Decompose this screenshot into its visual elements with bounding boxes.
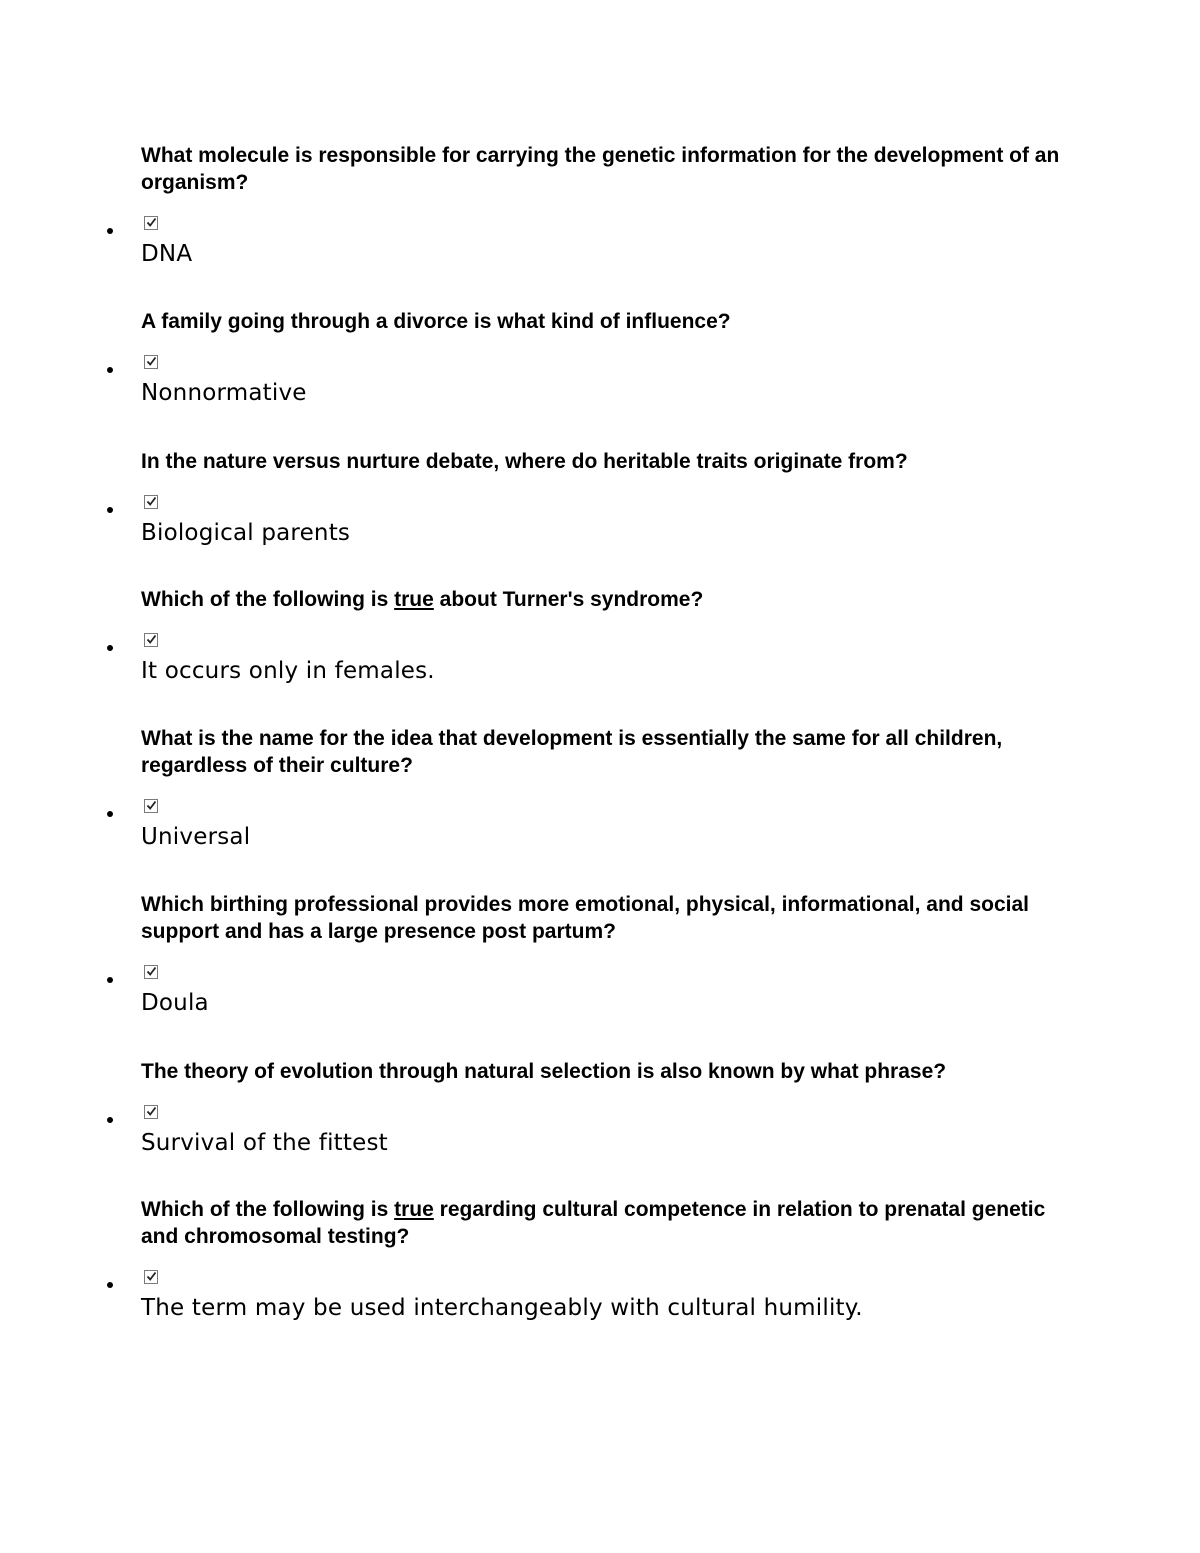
- emphasis-underline: true: [394, 1198, 434, 1221]
- question-text: Which of the following is true regarding cultural competence in relation to prenatal genetic and chromosomal testing?: [141, 1198, 1046, 1248]
- answer-list-item: [141, 633, 1061, 685]
- question-text: Which birthing professional provides more emotional, physical, informational, and social support and has a large presence post partum?: [141, 893, 1029, 943]
- checkbox-checked-icon[interactable]: [144, 216, 158, 230]
- checkbox-checked-icon[interactable]: [144, 799, 158, 813]
- bullet-icon: [107, 977, 113, 983]
- answer-text: Nonnormative: [141, 380, 307, 406]
- bullet-icon: [107, 1117, 113, 1123]
- question-text: In the nature versus nurture debate, where do heritable traits originate from?: [141, 450, 908, 473]
- answer-text: Biological parents: [141, 520, 351, 546]
- answer-text: Doula: [141, 990, 209, 1016]
- checkbox-checked-icon[interactable]: [144, 1270, 158, 1284]
- question-block: [141, 308, 1061, 407]
- answer-list-item: [141, 1105, 1061, 1157]
- question-text: What molecule is responsible for carrying the genetic information for the development of an organism?: [141, 144, 1060, 194]
- bullet-icon: [107, 1282, 113, 1288]
- answer-text: It occurs only in females.: [141, 658, 435, 684]
- checkbox-checked-icon[interactable]: [144, 1105, 158, 1119]
- answer-list-item: [141, 1270, 1061, 1322]
- question-text: The theory of evolution through natural selection is also known by what phrase?: [141, 1060, 947, 1083]
- bullet-icon: [107, 811, 113, 817]
- checkbox-checked-icon[interactable]: [144, 965, 158, 979]
- answer-list-item: [141, 495, 1061, 547]
- question-text: Which of the following is true about Turner's syndrome?: [141, 588, 704, 611]
- question-block: [141, 1196, 1061, 1322]
- question-text: A family going through a divorce is what kind of influence?: [141, 310, 731, 333]
- bullet-icon: [107, 228, 113, 234]
- answer-text: Survival of the fittest: [141, 1130, 388, 1156]
- checkbox-checked-icon[interactable]: [144, 355, 158, 369]
- question-block: [141, 586, 1061, 685]
- answer-text: The term may be used interchangeably with cultural humility.: [141, 1295, 863, 1321]
- checkbox-checked-icon[interactable]: [144, 633, 158, 647]
- answer-list-item: [141, 965, 1061, 1017]
- bullet-icon: [107, 367, 113, 373]
- question-block: [141, 1058, 1061, 1157]
- answer-text: DNA: [141, 241, 193, 267]
- answer-list-item: [141, 355, 1061, 407]
- answer-list-item: [141, 216, 1061, 268]
- answer-list-item: [141, 799, 1061, 851]
- checkbox-checked-icon[interactable]: [144, 495, 158, 509]
- question-block: [141, 725, 1061, 851]
- question-block: [141, 142, 1061, 268]
- bullet-icon: [107, 507, 113, 513]
- question-text: What is the name for the idea that development is essentially the same for all children, regardless of their culture?: [141, 727, 1003, 777]
- question-block: [141, 448, 1061, 547]
- bullet-icon: [107, 645, 113, 651]
- question-block: [141, 891, 1061, 1017]
- emphasis-underline: true: [394, 588, 434, 611]
- answer-text: Universal: [141, 824, 251, 850]
